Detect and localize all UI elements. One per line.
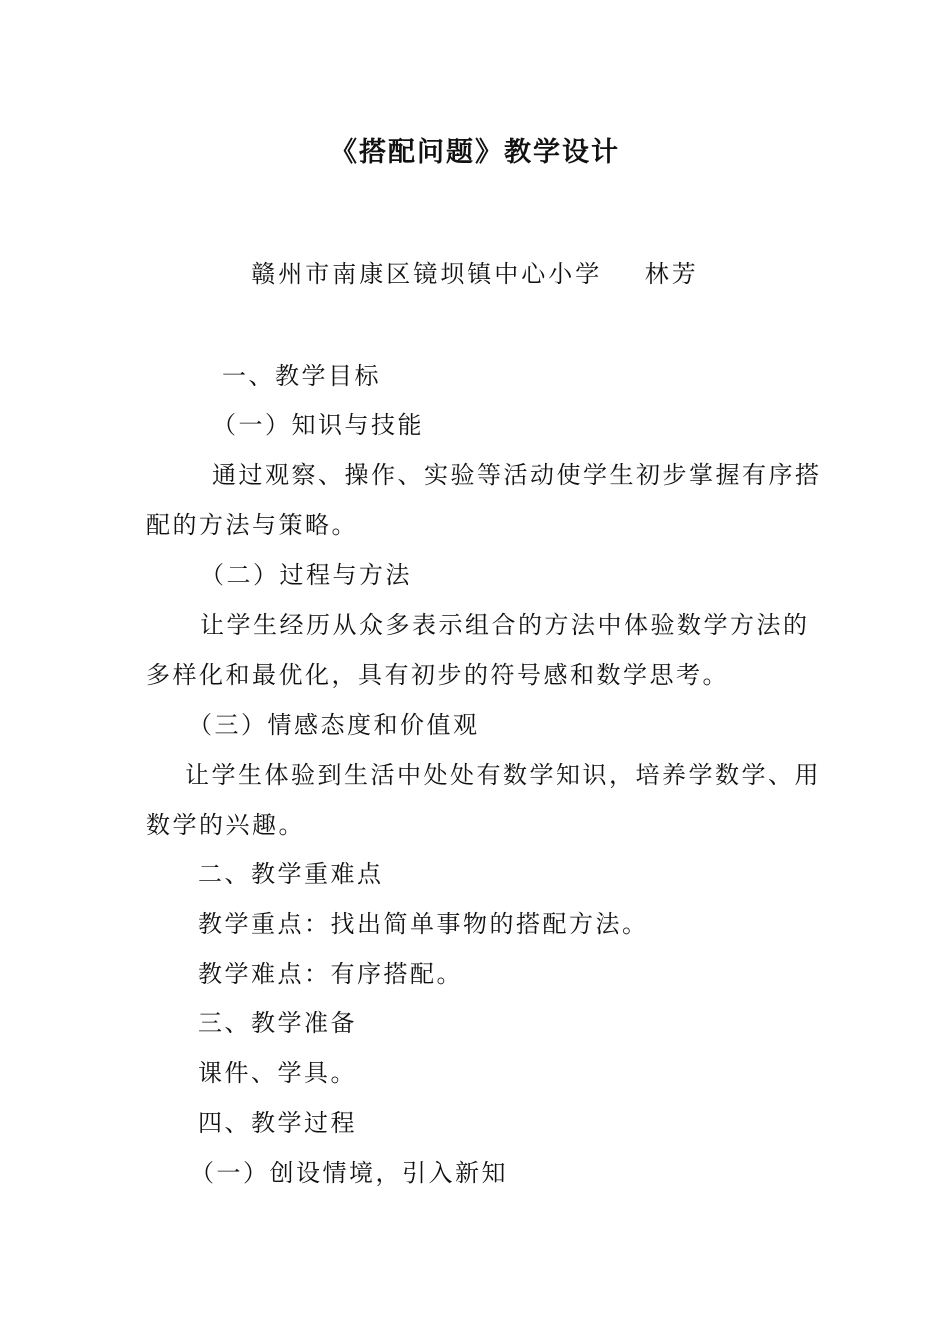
paragraph-line: 教学难点：有序搭配。 (198, 960, 463, 988)
subsection-process-methods: （二）过程与方法 (200, 561, 412, 589)
section-heading-key-points: 二、教学重难点 (198, 860, 384, 888)
document-author: 赣州市南康区镜坝镇中心小学 林芳 (251, 260, 699, 288)
paragraph-line: 教学重点：找出简单事物的搭配方法。 (198, 910, 649, 938)
paragraph-line: 多样化和最优化，具有初步的符号感和数学思考。 (146, 661, 729, 689)
subsection-create-context: （一）创设情境，引入新知 (190, 1159, 508, 1187)
paragraph-line: 让学生体验到生活中处处有数学知识，培养学数学、用 (185, 761, 821, 789)
section-heading-preparation: 三、教学准备 (198, 1009, 357, 1037)
paragraph-line: 课件、学具。 (198, 1059, 357, 1087)
section-heading-objectives: 一、教学目标 (222, 362, 381, 390)
document-title: 《搭配问题》教学设计 (330, 137, 620, 168)
paragraph-line: 数学的兴趣。 (146, 811, 305, 839)
paragraph-line: 让学生经历从众多表示组合的方法中体验数学方法的 (200, 611, 810, 639)
section-heading-process: 四、教学过程 (198, 1109, 357, 1137)
subsection-attitude-values: （三）情感态度和价值观 (188, 711, 480, 739)
subsection-knowledge-skills: （一）知识与技能 (212, 411, 424, 439)
paragraph-line: 配的方法与策略。 (146, 511, 358, 539)
paragraph-line: 通过观察、操作、实验等活动使学生初步掌握有序搭 (212, 461, 822, 489)
